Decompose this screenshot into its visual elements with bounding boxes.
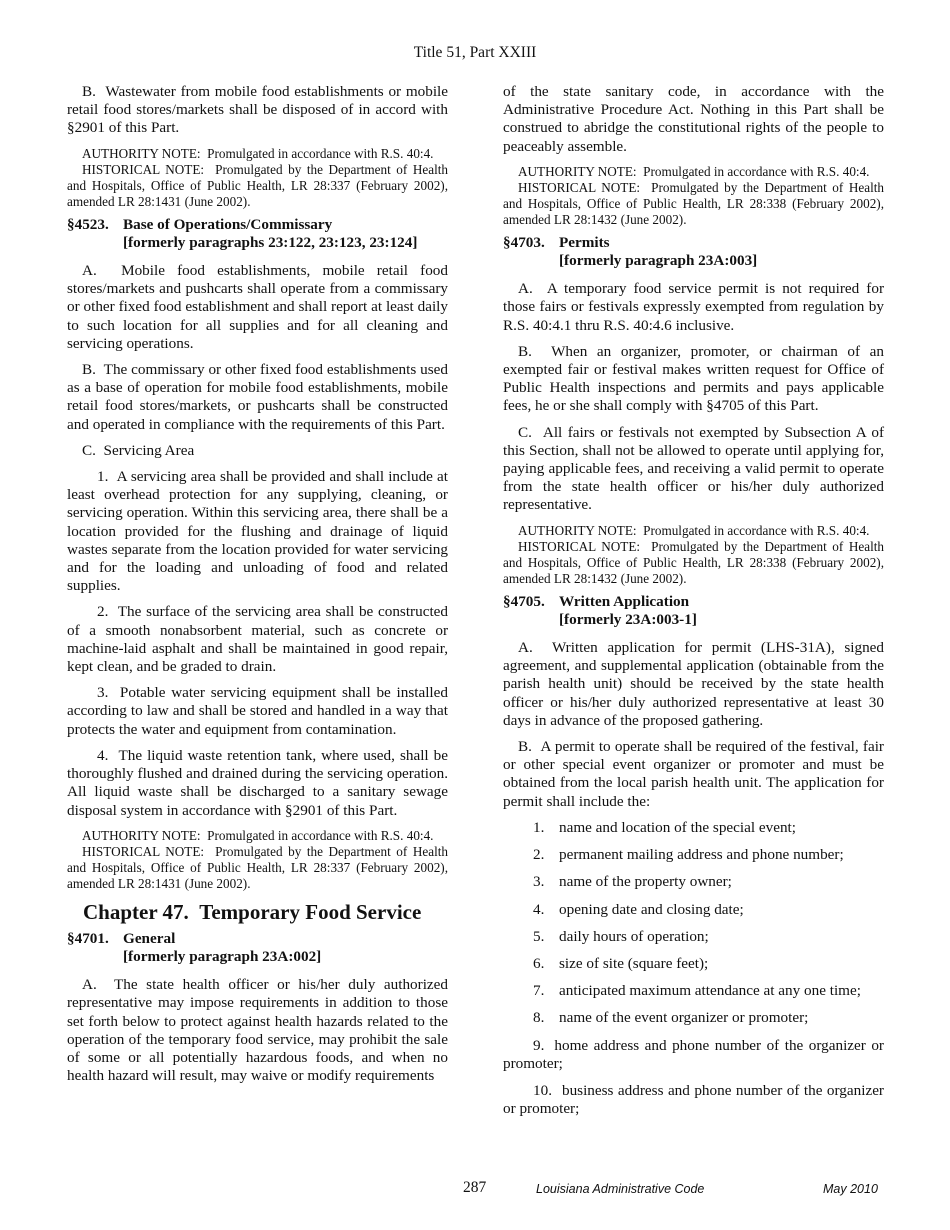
right-column	[503, 83, 884, 1127]
paragraph-4703-b: B. When an organizer, promoter, or chairman of an exempted fair or festival makes written request for Office of Public Health inspections and permits and pays applicable fees, he or she shall comply with §4705 of this Part.	[503, 342, 884, 415]
item-text: business address and phone number of the organizer or promoter;	[503, 1081, 884, 1118]
chapter-heading: Chapter 47. Temporary Food Service	[83, 899, 422, 924]
historical-note: HISTORICAL NOTE: Promulgated by the Department of Health and Hospitals, Office of Public Health, LR 28:337 (February 2002), amended LR 28:1431 (June 2002).	[67, 161, 448, 209]
item-number: 5.	[533, 927, 545, 945]
list-item	[503, 846, 884, 864]
paragraph-4523-c2: 2. The surface of the servicing area shall be constructed of a smooth nonabsorbent material, such as concrete or machine-laid asphalt and shall be maintained in good repair, kept clean, and be graded to drain.	[67, 603, 448, 676]
item-text: name of the event organizer or promoter;	[559, 1009, 809, 1027]
list-item	[503, 901, 884, 919]
item-text: permanent mailing address and phone number;	[559, 846, 844, 864]
historical-note: HISTORICAL NOTE: Promulgated by the Department of Health and Hospitals, Office of Public Health, LR 28:337 (February 2002), amended LR 28:1431 (June 2002).	[67, 843, 448, 891]
section-number: §4703.	[503, 233, 545, 251]
section-former-ref: [formerly paragraph 23A:002]	[123, 947, 322, 965]
section-former-ref: [formerly paragraphs 23:122, 23:123, 23:124]	[123, 233, 418, 251]
paragraph-4705-b: B. A permit to operate shall be required of the festival, fair or other special event organizer or promoter and must be obtained from the local parish health unit. The application for permit shall include the:	[503, 738, 884, 810]
running-header: Title 51, Part XXIII	[413, 44, 537, 61]
authority-note: AUTHORITY NOTE: Promulgated in accordance with R.S. 40:4.	[518, 522, 870, 538]
item-number: 2.	[533, 846, 545, 864]
paragraph-4523-c3: 3. Potable water servicing equipment shall be installed according to law and shall be stored and handled in a way that protects the water and equipment from contamination.	[67, 684, 448, 738]
paragraph-4703-c: C. All fairs or festivals not exempted by Subsection A of this Section, shall not be allowed to operate until applying for, paying applicable fees, and receiving a valid permit to operate from the state health officer or his/her duly authorized representative.	[503, 423, 884, 514]
section-title: Base of Operations/Commissary	[123, 215, 333, 233]
section-heading-4523	[67, 216, 448, 252]
section-title: Permits	[559, 233, 610, 251]
item-number: 4.	[533, 900, 545, 918]
item-text: name of the property owner;	[559, 873, 732, 891]
historical-note: HISTORICAL NOTE: Promulgated by the Department of Health and Hospitals, Office of Public Health, LR 28:338 (February 2002), amended LR 28:1432 (June 2002).	[503, 179, 884, 227]
paragraph-4523-c: C. Servicing Area	[82, 441, 195, 459]
section-title: General	[123, 929, 176, 947]
list-item	[503, 873, 884, 891]
item-text: daily hours of operation;	[559, 927, 709, 945]
section-former-ref: [formerly paragraph 23A:003]	[559, 252, 758, 270]
paragraph-4701-a-continued: of the state sanitary code, in accordance with the Administrative Procedure Act. Nothing in this Part shall be construed to abridge the constitutional rights of the people to peaceably assemble.	[503, 83, 884, 155]
historical-note: HISTORICAL NOTE: Promulgated by the Department of Health and Hospitals, Office of Public Health, LR 28:338 (February 2002), amended LR 28:1432 (June 2002).	[503, 538, 884, 586]
list-item	[503, 1009, 884, 1027]
list-item	[503, 928, 884, 946]
section-heading-4701	[67, 930, 448, 966]
item-text: name and location of the special event;	[559, 818, 797, 836]
section-heading-4705	[503, 593, 884, 629]
item-number: 7.	[533, 982, 545, 1000]
authority-note: AUTHORITY NOTE: Promulgated in accordance with R.S. 40:4.	[82, 827, 434, 843]
list-item	[503, 819, 884, 837]
section-heading-4703	[503, 234, 884, 270]
notes-4701	[503, 164, 884, 228]
section-former-ref: [formerly 23A:003-1]	[559, 610, 697, 628]
item-number: 8.	[533, 1009, 545, 1027]
section-number: §4701.	[67, 929, 109, 947]
application-items-list	[503, 819, 884, 1118]
paragraph-4701-a: A. The state health officer or his/her duly authorized representative may impose requirements in addition to those set forth below to protect against health hazards related to the operation of the temporary food service, may prohibit the sale of some or all potentially hazardous foods, and when no health hazard will result, may waive or modify requirements	[67, 976, 448, 1085]
list-item	[503, 982, 884, 1000]
notes-4523	[67, 828, 448, 892]
left-column	[67, 83, 448, 1093]
item-number: 3.	[533, 873, 545, 891]
paragraph-4523-b: B. The commissary or other fixed food establishments used as a base of operation for mobile food establishments, mobile retail food stores/markets, or pushcarts shall be constructed and operated in compliance with the requirements of this Part.	[67, 361, 448, 433]
authority-note: AUTHORITY NOTE: Promulgated in accordance with R.S. 40:4.	[82, 145, 434, 161]
paragraph-4705-a: A. Written application for permit (LHS-31A), signed agreement, and supplemental application (obtainable from the parish health unit) should be received by the state health officer or his/her duly authorized representative at least 30 days in advance of the proposed gathering.	[503, 639, 884, 729]
item-number: 9.	[533, 1036, 545, 1054]
section-number: §4523.	[67, 215, 109, 233]
item-number: 6.	[533, 954, 545, 972]
authority-note: AUTHORITY NOTE: Promulgated in accordance with R.S. 40:4.	[518, 163, 870, 179]
section-number: §4705.	[503, 592, 545, 610]
notes-4703	[503, 523, 884, 587]
paragraph-4703-a: A. A temporary food service permit is not required for those fairs or festivals expressly exempted from regulation by R.S. 40:4.1 thru R.S. 40:4.6 inclusive.	[503, 280, 884, 334]
publication-date: May 2010	[823, 1182, 878, 1196]
item-text: anticipated maximum attendance at any one time;	[559, 982, 861, 1000]
paragraph-4521-b: B. Wastewater from mobile food establishments or mobile retail food stores/markets shall be disposed of in accord with §2901 of this Part.	[67, 83, 448, 137]
section-title: Written Application	[559, 592, 690, 610]
list-item	[503, 955, 884, 973]
list-item	[503, 1082, 884, 1118]
list-item	[503, 1037, 884, 1073]
item-text: size of site (square feet);	[559, 954, 709, 972]
paragraph-4523-c4: 4. The liquid waste retention tank, where used, shall be thoroughly flushed and drained during the servicing operation. All liquid waste shall be discharged to a sanitary sewage disposal system in accordance with §2901 of this Part.	[67, 746, 448, 819]
page-number: 287	[463, 1179, 487, 1196]
item-number: 1.	[533, 818, 545, 836]
item-number: 10.	[533, 1081, 552, 1099]
paragraph-4523-a: A. Mobile food establishments, mobile retail food stores/markets and pushcarts shall operate from a commissary or other fixed food establishment and shall report at least daily to such location for all supplies and for all cleaning and servicing operations.	[67, 262, 448, 352]
publication-name: Louisiana Administrative Code	[536, 1182, 705, 1196]
item-text: home address and phone number of the organizer or promoter;	[503, 1036, 884, 1072]
notes-4521	[67, 146, 448, 210]
paragraph-4523-c1: 1. A servicing area shall be provided and shall include at least overhead protection for any supplying, cleaning, or servicing operation. Within this servicing area, there shall be a location provided for the flushing and drainage of liquid wastes separate from the location provided for water servicing and for the loading and unloading of food and related supplies.	[67, 468, 448, 595]
item-text: opening date and closing date;	[559, 900, 744, 918]
